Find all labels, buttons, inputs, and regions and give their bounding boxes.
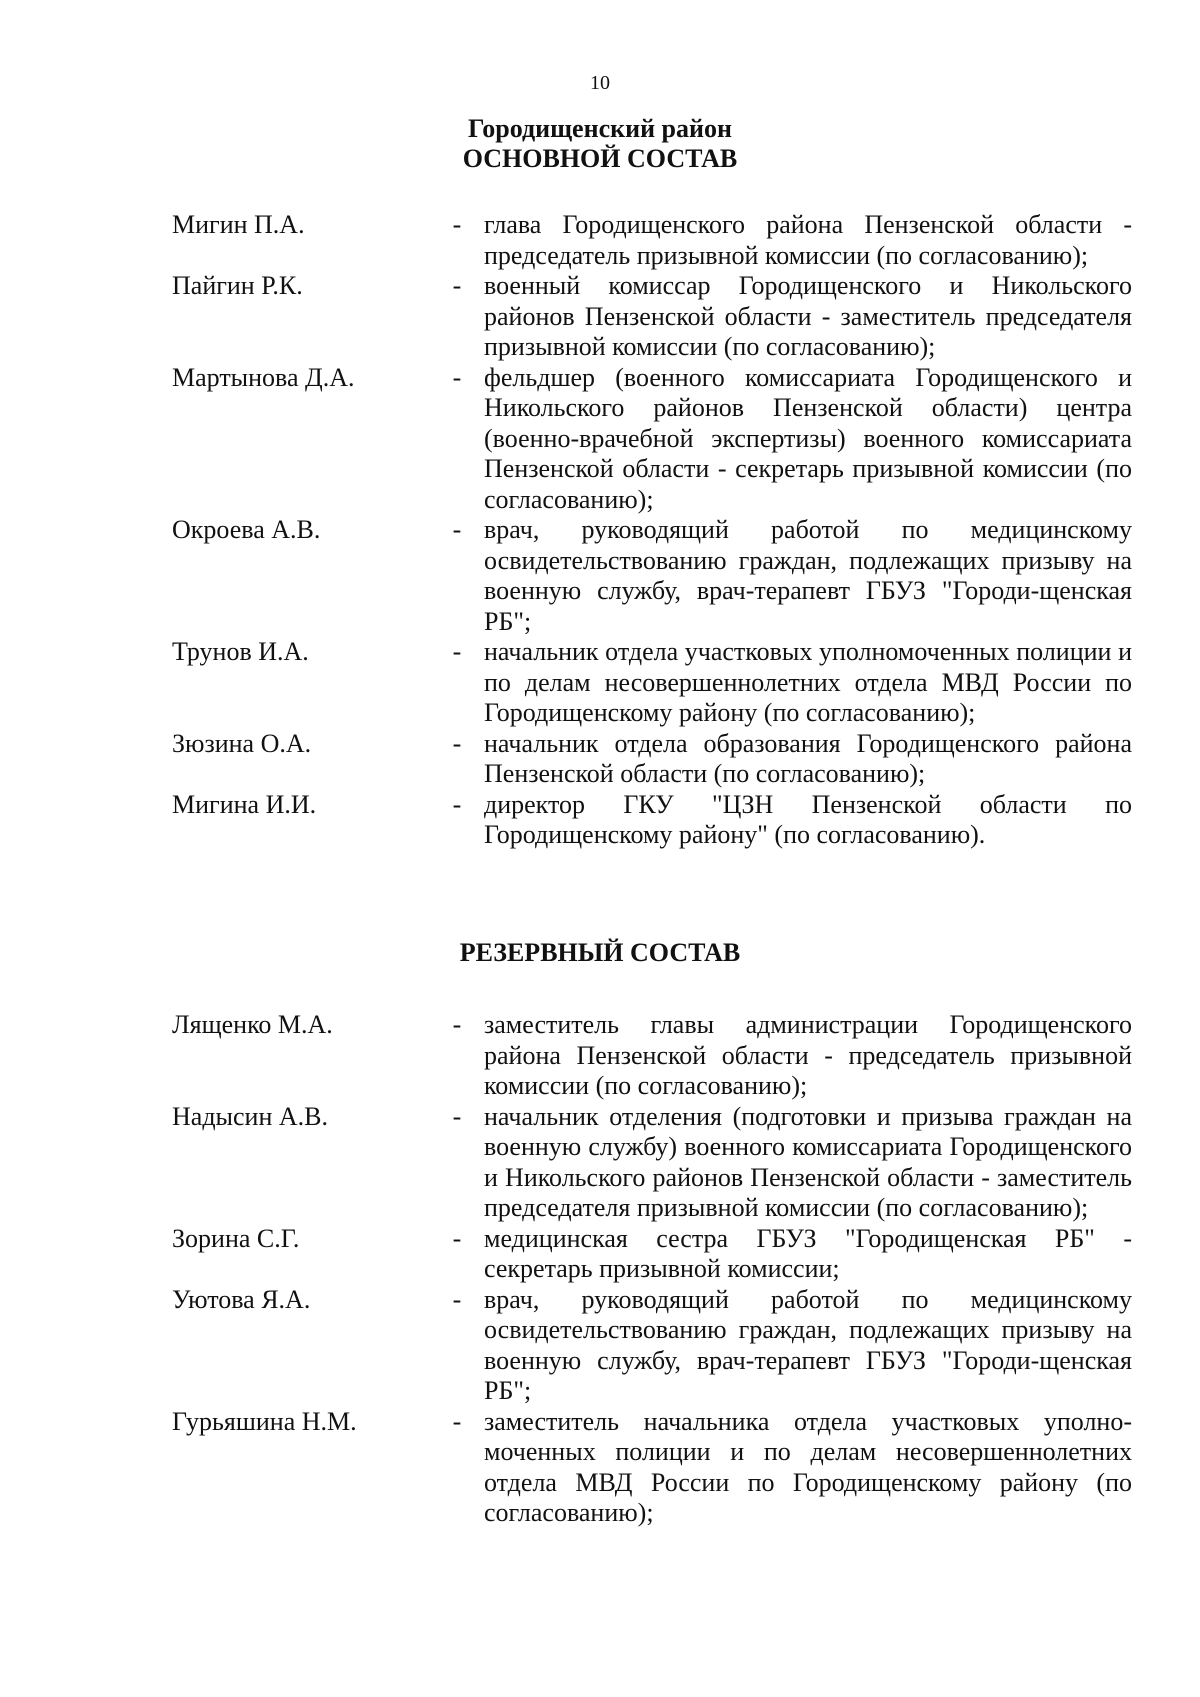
- member-entry: [172, 271, 1132, 363]
- member-name: Лященко М.А.: [172, 1010, 333, 1039]
- member-entry: [172, 1285, 1132, 1407]
- page-number: 10: [590, 72, 610, 94]
- main-section-title: ОСНОВНОЙ СОСТАВ: [462, 144, 738, 173]
- member-entry: [172, 1407, 1132, 1529]
- member-role: заместитель главы администрации Городищенского района Пензенской области - председатель призывной комиссии (по согласованию);: [484, 1010, 1132, 1100]
- member-entry: [172, 1010, 1132, 1102]
- member-role: начальник отделения (подготовки и призыва граждан на военную службу) военного комиссариата Городищенского и Никольского районов Пензенской области - заместитель председателя призывной комиссии (по согласованию);: [484, 1101, 1132, 1222]
- dash-separator: -: [452, 1101, 462, 1131]
- member-role: глава Городищенского района Пензенской области - председатель призывной комиссии (по согласованию);: [484, 210, 1132, 270]
- dash-separator: -: [452, 515, 462, 544]
- member-name: Зорина С.Г.: [172, 1223, 300, 1253]
- member-name: Надысин А.В.: [172, 1101, 328, 1131]
- dash-separator: -: [452, 728, 462, 758]
- member-entry: [172, 637, 1132, 729]
- dash-separator: -: [452, 1406, 462, 1436]
- dash-separator: -: [452, 1223, 462, 1253]
- member-name: Гурьяшина Н.М.: [172, 1406, 357, 1436]
- member-name: Уютова Я.А.: [172, 1284, 311, 1314]
- member-role: фельдшер (военного комиссариата Городищенского и Никольского районов Пензенской области) центра (военно-врачебной экспертизы) военного комиссариата Пензенской области - секретарь призывной комиссии (по согласованию);: [484, 362, 1132, 514]
- member-name: Зюзина О.А.: [172, 728, 312, 758]
- member-name: Мигин П.А.: [172, 210, 305, 239]
- member-entry: [172, 1102, 1132, 1224]
- dash-separator: -: [452, 1284, 462, 1314]
- member-role: медицинская сестра ГБУЗ "Городищенская РБ" - секретарь призывной комиссии;: [484, 1223, 1132, 1283]
- reserve-members-list: [172, 1010, 1132, 1529]
- main-members-list: [172, 210, 1132, 851]
- member-role: заместитель начальника отдела участковых уполно-моченных полиции и по делам несовершеннолетних отдела МВД России по Городищенскому району (по согласованию);: [484, 1406, 1132, 1527]
- dash-separator: -: [452, 210, 462, 239]
- member-entry: [172, 363, 1132, 516]
- dash-separator: -: [452, 789, 462, 819]
- member-role: начальник отдела образования Городищенского района Пензенской области (по согласованию);: [484, 728, 1132, 788]
- member-entry: [172, 790, 1132, 851]
- dash-separator: -: [452, 637, 462, 666]
- member-role: начальник отдела участковых уполномоченных полиции и по делам несовершеннолетних отдела МВД России по Городищенскому району (по согласованию);: [484, 637, 1132, 727]
- member-name: Мартынова Д.А.: [172, 362, 355, 392]
- reserve-section-title: РЕЗЕРВНЫЙ СОСТАВ: [459, 938, 741, 967]
- member-name: Мигина И.И.: [172, 789, 317, 819]
- member-name: Трунов И.А.: [172, 637, 309, 666]
- dash-separator: -: [452, 271, 462, 300]
- member-role: военный комиссар Городищенского и Никольского районов Пензенской области - заместитель председателя призывной комиссии (по согласованию);: [484, 271, 1132, 361]
- member-name: Окроева А.В.: [172, 515, 321, 544]
- dash-separator: -: [452, 1010, 462, 1039]
- member-role: врач, руководящий работой по медицинскому освидетельствованию граждан, подлежащих призыву на военную службу, врач-терапевт ГБУЗ "Городи-щенская РБ";: [484, 515, 1132, 636]
- member-name: Пайгин Р.К.: [172, 271, 303, 300]
- member-entry: [172, 515, 1132, 637]
- district-title: Городищенский район: [468, 114, 732, 143]
- member-entry: [172, 210, 1132, 271]
- member-role: врач, руководящий работой по медицинскому освидетельствованию граждан, подлежащих призыву на военную службу, врач-терапевт ГБУЗ "Городи-щенская РБ";: [484, 1284, 1132, 1405]
- member-entry: [172, 1224, 1132, 1285]
- dash-separator: -: [452, 362, 462, 392]
- member-entry: [172, 729, 1132, 790]
- member-role: директор ГКУ "ЦЗН Пензенской области по Городищенскому району" (по согласованию).: [484, 789, 1132, 849]
